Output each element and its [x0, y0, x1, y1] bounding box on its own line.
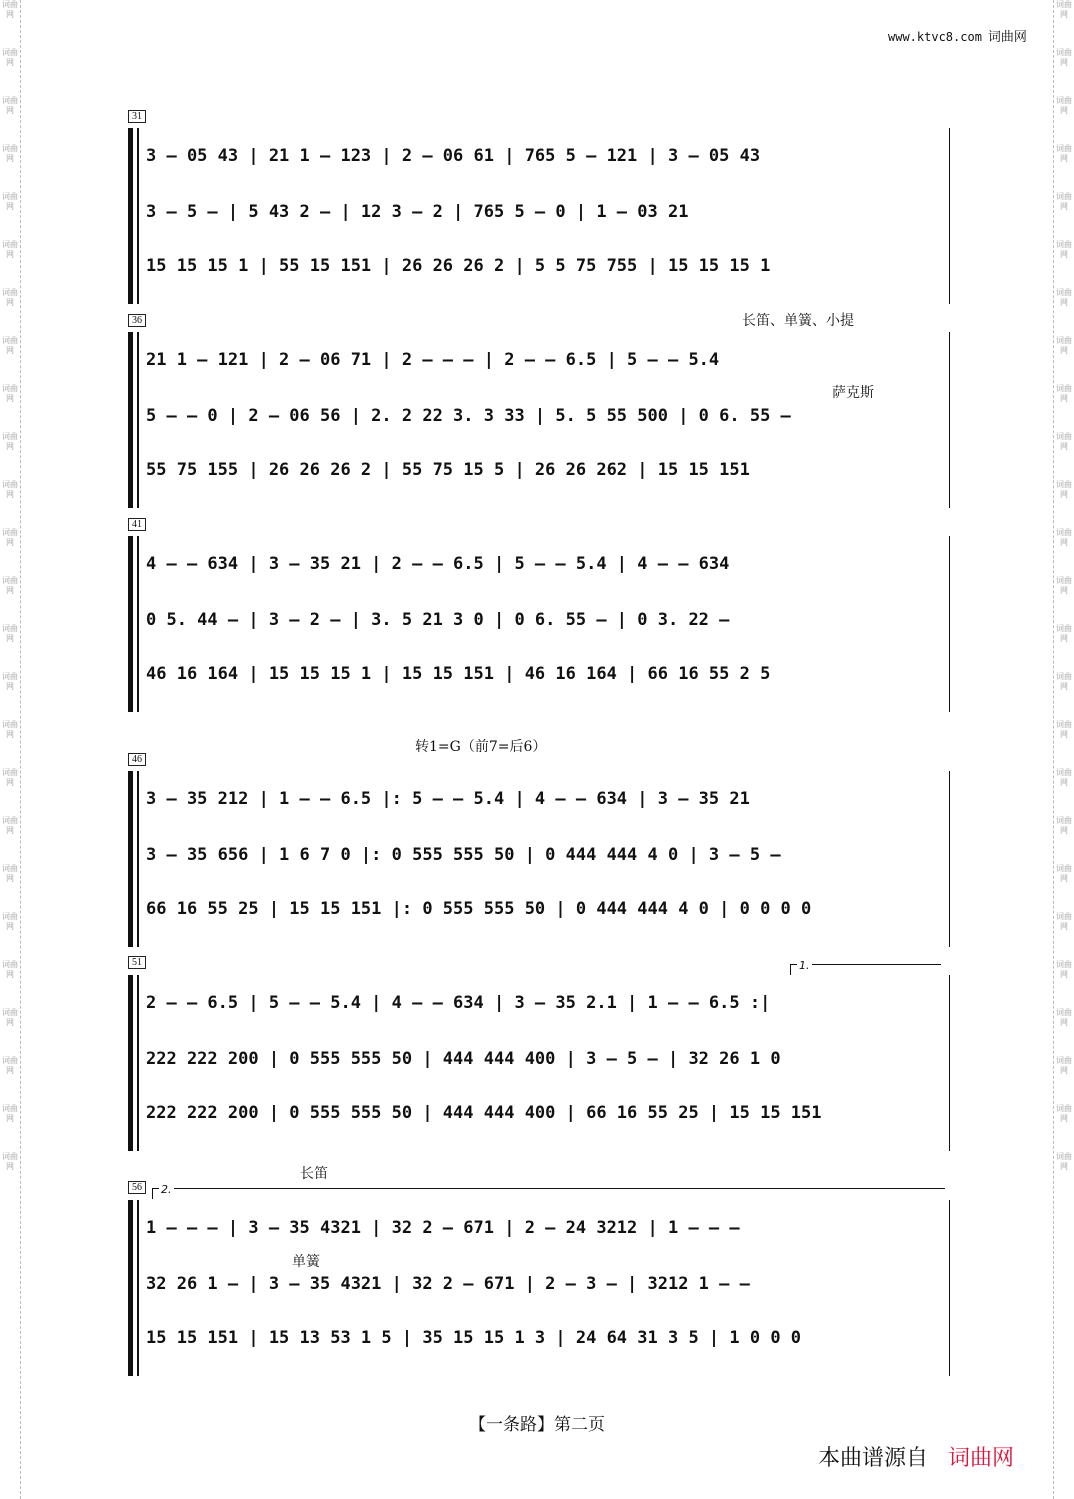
- staff-line: 15 15 15 1 | 55 15 151 | 26 26 26 2 | 5 5 75 755 | 15 15 15 1: [146, 256, 771, 276]
- system-brace: [128, 771, 133, 947]
- system-end-line: [949, 536, 951, 712]
- staff-line: 3 – 5 – | 5 43 2 – | 12 3 – 2 | 765 5 – 0 | 1 – 03 21: [146, 202, 689, 222]
- system-end-line: [949, 332, 951, 508]
- staff-line: 55 75 155 | 26 26 26 2 | 55 75 15 5 | 26 26 262 | 15 15 151: [146, 460, 750, 480]
- measure-number: 56: [128, 1181, 146, 1194]
- system-end-line: [949, 1200, 951, 1376]
- system-end-line: [949, 128, 951, 304]
- source-credit: [818, 1441, 1014, 1472]
- system-end-line: [949, 975, 951, 1151]
- staff-line: 3 – 05 43 | 21 1 – 123 | 2 – 06 61 | 765 5 – 121 | 3 – 05 43: [146, 146, 761, 166]
- instrument-label: 长笛、单簧、小提: [742, 313, 854, 329]
- staff-line: 1 – – – | 3 – 35 4321 | 32 2 – 671 | 2 – 24 3212 | 1 – – –: [146, 1218, 740, 1238]
- system-line: [137, 975, 139, 1151]
- score-system-41: [128, 536, 950, 712]
- system-brace: [128, 975, 133, 1151]
- staff-line: 2 – – 6.5 | 5 – – 5.4 | 4 – – 634 | 3 – 35 2.1 | 1 – – 6.5 :|: [146, 993, 771, 1013]
- system-line: [137, 1200, 139, 1376]
- measure-number: 36: [128, 314, 146, 327]
- volta-bracket-1: [790, 959, 941, 975]
- sax-label: 萨克斯: [832, 385, 874, 401]
- score-system-36: [128, 332, 950, 508]
- volta-bracket-2: [152, 1183, 945, 1199]
- source-site: 词曲网: [948, 1446, 1015, 1471]
- measure-number: 46: [128, 753, 146, 766]
- score-system-51: [128, 975, 950, 1151]
- page-footer: 【一条路】第二页: [469, 1415, 605, 1435]
- clarinet-label: 单簧: [292, 1254, 320, 1270]
- left-watermark-strip: 词曲网 词曲网 词曲网 词曲网 词曲网 词曲网 词曲网 词曲网 词曲网 词曲网 词曲网 词曲网 词曲网 词曲网 词曲网 词曲网 词曲网 词曲网 词曲网 词曲网 词曲网 词曲网 词曲网 词曲网 词曲网: [0, 0, 21, 1499]
- staff-line: 5 – – 0 | 2 – 06 56 | 2. 2 22 3. 3 33 | 5. 5 55 500 | 0 6. 55 –: [146, 406, 791, 426]
- volta-1-label: 1.: [799, 959, 810, 972]
- system-brace: [128, 332, 133, 508]
- staff-line: 15 15 151 | 15 13 53 1 5 | 35 15 15 1 3 | 24 64 31 3 5 | 1 0 0 0: [146, 1328, 802, 1348]
- staff-line: 3 – 35 212 | 1 – – 6.5 |: 5 – – 5.4 | 4 – – 634 | 3 – 35 21: [146, 789, 750, 809]
- system-line: [137, 771, 139, 947]
- system-brace: [128, 128, 133, 304]
- staff-line: 32 26 1 – | 3 – 35 4321 | 32 2 – 671 | 2 – 3 – | 3212 1 – –: [146, 1274, 750, 1294]
- staff-line: 222 222 200 | 0 555 555 50 | 444 444 400 | 66 16 55 25 | 15 15 151: [146, 1103, 822, 1123]
- system-line: [137, 536, 139, 712]
- measure-number: 31: [128, 110, 146, 123]
- flute-label: 长笛: [300, 1166, 328, 1182]
- system-line: [137, 332, 139, 508]
- system-line: [137, 128, 139, 304]
- measure-number: 41: [128, 518, 146, 531]
- staff-line: 222 222 200 | 0 555 555 50 | 444 444 400 | 3 – 5 – | 32 26 1 0: [146, 1049, 781, 1069]
- site-header: [888, 26, 1027, 45]
- staff-line: 21 1 – 121 | 2 – 06 71 | 2 – – – | 2 – – 6.5 | 5 – – 5.4: [146, 350, 720, 370]
- site-url: www.ktvc8.com: [888, 30, 982, 44]
- score-system-31: [128, 128, 950, 304]
- system-brace: [128, 1200, 133, 1376]
- score-system-56: [128, 1200, 950, 1376]
- source-label: 本曲谱源自: [818, 1446, 929, 1471]
- system-end-line: [949, 771, 951, 947]
- site-name: 词曲网: [987, 30, 1027, 45]
- volta-2-label: 2.: [161, 1183, 172, 1196]
- score-system-46: [128, 771, 950, 947]
- staff-line: 66 16 55 25 | 15 15 151 |: 0 555 555 50 | 0 444 444 4 0 | 0 0 0 0: [146, 899, 812, 919]
- system-brace: [128, 536, 133, 712]
- key-change-label: 转1=G（前7=后6）: [415, 739, 547, 755]
- staff-line: 3 – 35 656 | 1 6 7 0 |: 0 555 555 50 | 0 444 444 4 0 | 3 – 5 –: [146, 845, 781, 865]
- right-watermark-strip: 词曲网 词曲网 词曲网 词曲网 词曲网 词曲网 词曲网 词曲网 词曲网 词曲网 词曲网 词曲网 词曲网 词曲网 词曲网 词曲网 词曲网 词曲网 词曲网 词曲网 词曲网 词曲网 词曲网 词曲网 词曲网: [1053, 0, 1074, 1499]
- staff-line: 4 – – 634 | 3 – 35 21 | 2 – – 6.5 | 5 – – 5.4 | 4 – – 634: [146, 554, 730, 574]
- staff-line: 46 16 164 | 15 15 15 1 | 15 15 151 | 46 16 164 | 66 16 55 2 5: [146, 664, 771, 684]
- staff-line: 0 5. 44 – | 3 – 2 – | 3. 5 21 3 0 | 0 6. 55 – | 0 3. 22 –: [146, 610, 730, 630]
- measure-number: 51: [128, 956, 146, 969]
